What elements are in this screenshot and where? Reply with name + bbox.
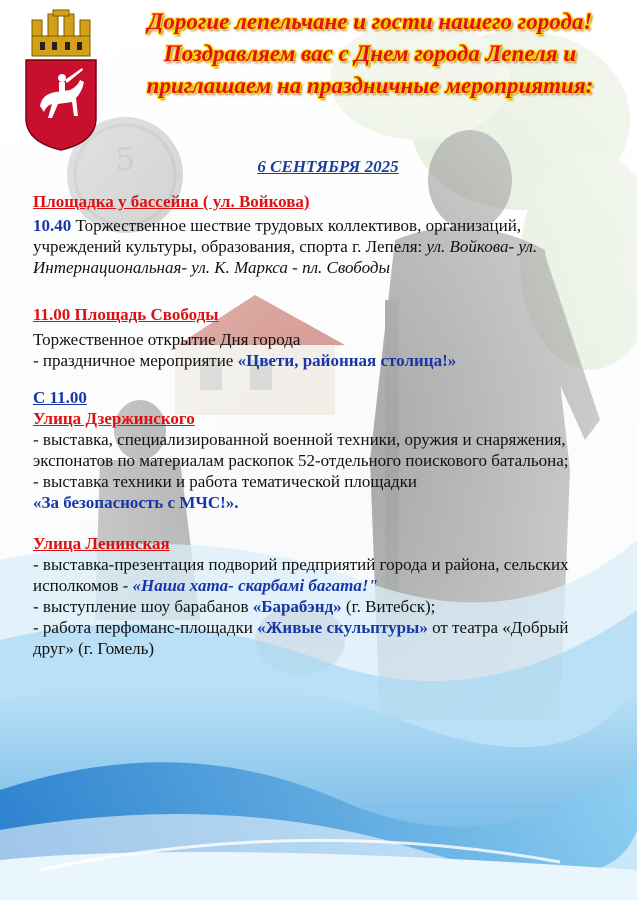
section-pool-time: 10.40 bbox=[33, 216, 72, 235]
section-dzerzhinsky-item-2-name: «За безопасность с МЧС!». bbox=[33, 493, 239, 512]
coat-of-arms-icon bbox=[22, 6, 100, 152]
section-leninskaya-item-2-name: «Барабэнд» bbox=[252, 597, 342, 616]
section-square bbox=[33, 304, 603, 371]
section-square-line-1: Торжественное открытие Дня города bbox=[33, 330, 301, 349]
section-leninskaya-item-2-prefix: - выступление шоу барабанов bbox=[33, 597, 253, 616]
section-leninskaya-item-2-suffix: (г. Витебск); bbox=[341, 597, 436, 616]
section-pool-title: Площадка у бассейна ( ул. Войкова) bbox=[33, 192, 310, 211]
section-square-line-2-prefix: - праздничное мероприятие bbox=[33, 351, 238, 370]
section-leninskaya-item-1-prefix: - выставка-презентация подворий предприятий города и района, сельских исполкомов - bbox=[33, 555, 569, 595]
section-leninskaya-item-3-name: «Живые скульптуры» bbox=[257, 618, 428, 637]
section-leninskaya-item-1-name: «Наша хата- скарбамi багата!" bbox=[132, 576, 378, 595]
section-square-line-2 bbox=[33, 350, 603, 371]
section-leninskaya bbox=[33, 533, 603, 659]
section-pool-text bbox=[33, 215, 603, 278]
program-content bbox=[33, 156, 603, 659]
section-leninskaya-item-3 bbox=[33, 617, 603, 659]
event-date: 6 СЕНТЯБРЯ 2025 bbox=[257, 157, 399, 176]
section-dzerzhinsky bbox=[33, 387, 603, 513]
section-pool bbox=[33, 191, 603, 278]
section-leninskaya-title: Улица Ленинская bbox=[33, 534, 170, 553]
section-pool-route: ул. Войкова- ул. Интернациональная- ул. К. Маркса - пл. Свободы bbox=[33, 237, 538, 277]
section-leninskaya-item-2 bbox=[33, 596, 603, 617]
section-leninskaya-item-3-suffix: от театра «Добрый друг» (г. Гомель) bbox=[33, 618, 569, 658]
section-square-event-name: «Цвети, районная столица!» bbox=[237, 351, 457, 370]
section-dzerzhinsky-time: С 11.00 bbox=[33, 388, 87, 407]
section-leninskaya-item-1 bbox=[33, 554, 603, 596]
city-coat-of-arms bbox=[22, 6, 100, 152]
section-pool-description: Торжественное шествие трудовых коллективов, организаций, учреждений культуры, образования, спорта г. Лепеля: bbox=[33, 216, 522, 256]
section-leninskaya-item-3-prefix: - работа перфоманс-площадки bbox=[33, 618, 258, 637]
section-dzerzhinsky-title: Улица Дзержинского bbox=[33, 409, 195, 428]
greeting-line-1: Дорогие лепельчане и гости нашего города! bbox=[147, 9, 593, 34]
section-dzerzhinsky-item-1: - выставка, специализированной военной техники, оружия и снаряжения, экспонатов по материалам раскопок 52-отдельного поискового батальона; bbox=[33, 430, 569, 470]
greeting-header bbox=[110, 6, 630, 102]
section-square-title: 11.00 Площадь Свободы bbox=[33, 305, 219, 324]
section-dzerzhinsky-item-2: - выставка техники и работа тематической площадки bbox=[33, 472, 417, 491]
greeting-line-2: Поздравляем вас с Днем города Лепеля и bbox=[163, 41, 577, 66]
greeting-line-3: приглашаем на праздничные мероприятия: bbox=[146, 73, 594, 98]
